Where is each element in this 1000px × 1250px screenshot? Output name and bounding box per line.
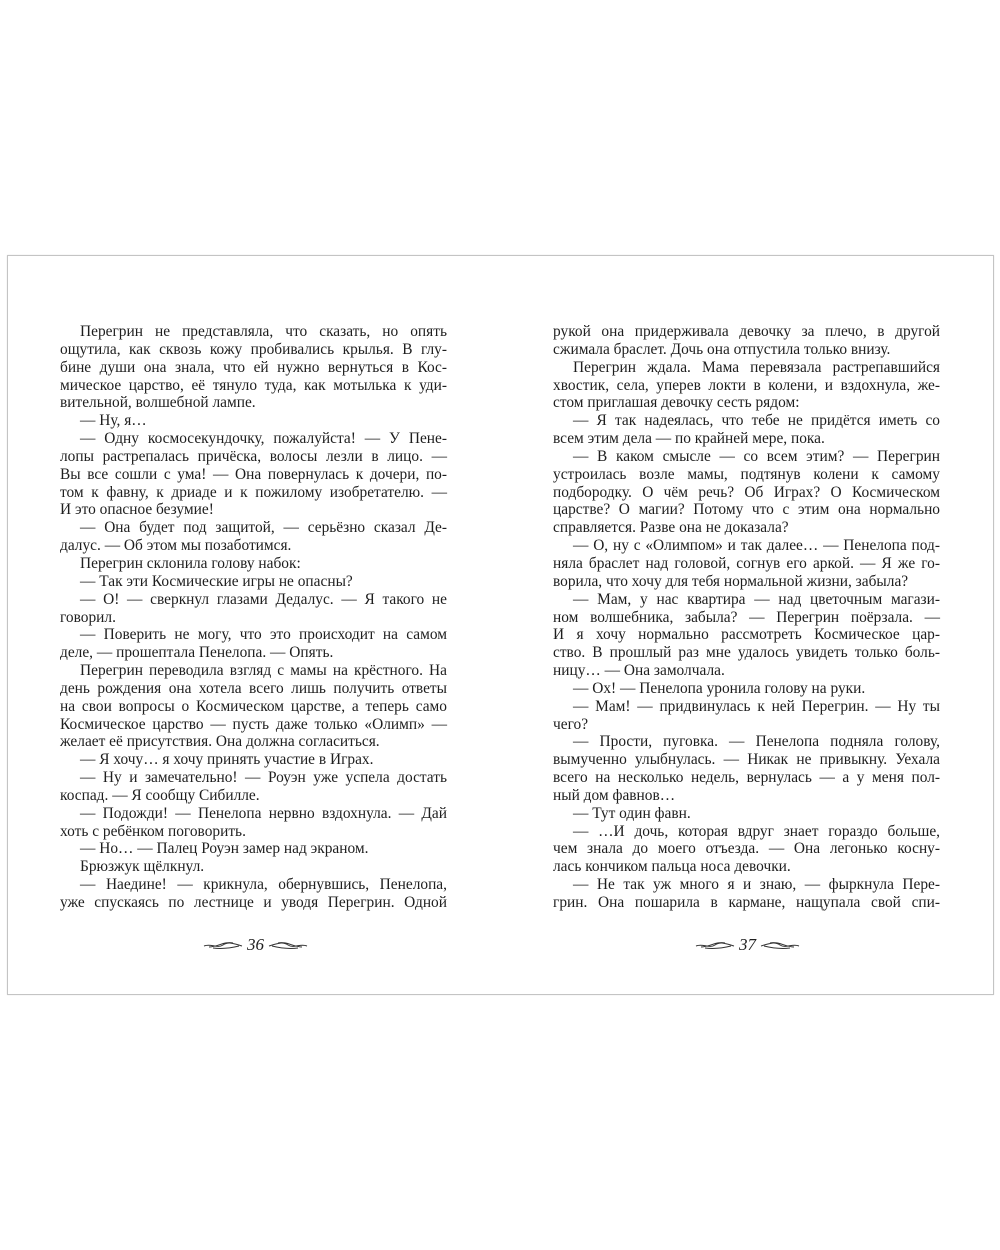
text-line: лась кончиком пальца носа девочки. <box>553 858 791 876</box>
text-line: хвостик, села, уперев локти в колени, и вздохнула, же- <box>553 376 940 394</box>
text-line: И это опасное безумие! <box>60 501 214 519</box>
text-line: уже спускаясь по лестнице и уводя Перегрин. Одной <box>60 894 447 911</box>
page-number-left <box>203 935 308 955</box>
ornament-right-icon <box>760 938 800 952</box>
text-line: — Ну и замечательно! — Роуэн уже успела достать <box>80 769 447 787</box>
text-line: на свои вопросы о Космическом царстве, а теперь само <box>60 697 447 715</box>
text-line: Перегрин ждала. Мама перевязала растрепавшийся <box>573 358 940 376</box>
text-line: всем этим дела — по крайней мере, пока. <box>553 430 825 448</box>
text-line: няла браслет над головой, согнув его аркой. — Я же го- <box>553 554 940 572</box>
text-line: — Я хочу… я хочу принять участие в Играх. <box>80 751 374 769</box>
text-line: Вы все сошли с ума! — Она повернулась к дочери, по- <box>60 465 447 483</box>
text-line: день рождения она хотела всего лишь получить ответы <box>60 679 447 697</box>
text-line: — О, ну с «Олимпом» и так далее… — Пенелопа под- <box>573 537 940 555</box>
text-line: хоть с ребёнком поговорить. <box>60 822 246 840</box>
text-line: — Прости, пуговка. — Пенелопа подняла голову, <box>573 733 940 751</box>
text-line: — В каком смысле — со всем этим? — Перегрин <box>573 447 940 465</box>
text-line: — О! — сверкнул глазами Дедалус. — Я такого не <box>80 590 447 608</box>
text-line: желает её присутствия. Она должна согласиться. <box>60 733 380 751</box>
text-line: ный дом фавнов… <box>553 786 676 804</box>
text-line: деле, — прошептала Пенелопа. — Опять. <box>60 644 334 662</box>
text-line: том к фавну, к дриаде и к пожилому изобретателю. — <box>60 483 447 501</box>
text-line: вымученно улыбнулась. — Никак не привыкну. Уехала <box>553 751 940 769</box>
text-line: — Ну, я… <box>80 412 147 430</box>
text-line: Перегрин склонила голову набок: <box>80 554 301 572</box>
text-line: — Одну космосекундочку, пожалуйста! — У Пене- <box>80 430 447 448</box>
text-line: бине души она знала, что ей нужно вернуться в Кос- <box>60 358 447 376</box>
text-line: грин. Она пошарила в кармане, нащупала свой спи- <box>553 894 940 911</box>
text-line: всего на несколько недель, вернулась — а у меня пол- <box>553 769 940 787</box>
text-line: далус. — Об этом мы позаботимся. <box>60 537 292 555</box>
text-line: — Я так надеялась, что тебе не придётся иметь со <box>573 412 940 430</box>
text-line: — Подожди! — Пенелопа нервно вздохнула. — Дай <box>80 804 447 822</box>
page-number-right <box>695 935 800 955</box>
page-number: 36 <box>247 935 264 954</box>
text-line: Перегрин переводила взгляд с мамы на крёстного. На <box>80 662 447 680</box>
text-line: — …И дочь, которая вдруг знает гораздо больше, <box>573 822 940 840</box>
text-line: — Тут один фавн. <box>573 804 691 822</box>
text-line: чего? <box>553 715 589 733</box>
ornament-left-icon <box>203 938 243 952</box>
text-line: ощутила, как сквозь кожу пробивались крылья. В глу- <box>60 340 447 358</box>
text-line: ворила, что хочу для тебя нормальной жизни, забыла? <box>553 572 909 590</box>
text-line: лопы растрепалась причёска, волосы лезли в лицо. — <box>60 447 447 465</box>
text-line: ницу… — Она замолчала. <box>553 662 725 680</box>
text-line: — Ох! — Пенелопа уронила голову на руки. <box>573 679 866 697</box>
right-page-text <box>553 323 940 912</box>
text-line: — Мам! — придвинулась к ней Перегрин. — Ну ты <box>573 697 940 715</box>
text-line: — Поверить не могу, что это происходит на самом <box>80 626 447 644</box>
text-line: вительной, волшебной лампе. <box>60 394 256 412</box>
ornament-right-icon <box>268 938 308 952</box>
text-line: Космическое царство — пусть даже только «Олимп» — <box>60 715 447 733</box>
text-line: — Не так уж много я и знаю, — фыркнула Пере- <box>573 876 940 894</box>
text-line: ном волшебника, забыла? — Перегрин поёрзала. — <box>553 608 940 626</box>
text-line: сжимала браслет. Дочь она отпустила только внизу. <box>553 340 891 358</box>
text-line: — Но… — Палец Роуэн замер над экраном. <box>80 840 369 858</box>
page-number: 37 <box>739 935 756 954</box>
text-line: — Наедине! — крикнула, обернувшись, Пенелопа, <box>80 876 447 894</box>
text-line: — Она будет под защитой, — серьёзно сказал Де- <box>80 519 447 537</box>
text-line: говорил. <box>60 608 116 626</box>
text-line: Перегрин не представляла, что сказать, но опять <box>80 323 447 340</box>
text-line: стом приглашая девочку сесть рядом: <box>553 394 800 412</box>
text-line: мическое царство, её тянуло туда, как мотылька к уди- <box>60 376 447 394</box>
text-line: — Мам, у нас квартира — над цветочным магази- <box>573 590 940 608</box>
text-line: царстве? О магии? Потому что с этим она нормально <box>553 501 940 519</box>
left-page-text <box>60 323 447 912</box>
text-line: — Так эти Космические игры не опасны? <box>80 572 353 590</box>
text-line: чем знала до моего отъезда. — Она легонько косну- <box>553 840 940 858</box>
text-line: ство. В прошлый раз мне удалось увидеть только боль- <box>553 644 940 662</box>
text-line: подбородку. О чём речь? Об Играх? О Космическом <box>553 483 940 501</box>
text-line: Брюзжук щёлкнул. <box>80 858 205 876</box>
text-line: И я хочу нормально рассмотреть Космическое цар- <box>553 626 940 644</box>
text-line: справляется. Разве она не доказала? <box>553 519 789 537</box>
text-line: устроилась возле мамы, подтянув колени к самому <box>553 465 940 483</box>
text-line: коспад. — Я сообщу Сибилле. <box>60 786 260 804</box>
ornament-left-icon <box>695 938 735 952</box>
text-line: рукой она придерживала девочку за плечо, в другой <box>553 323 940 340</box>
